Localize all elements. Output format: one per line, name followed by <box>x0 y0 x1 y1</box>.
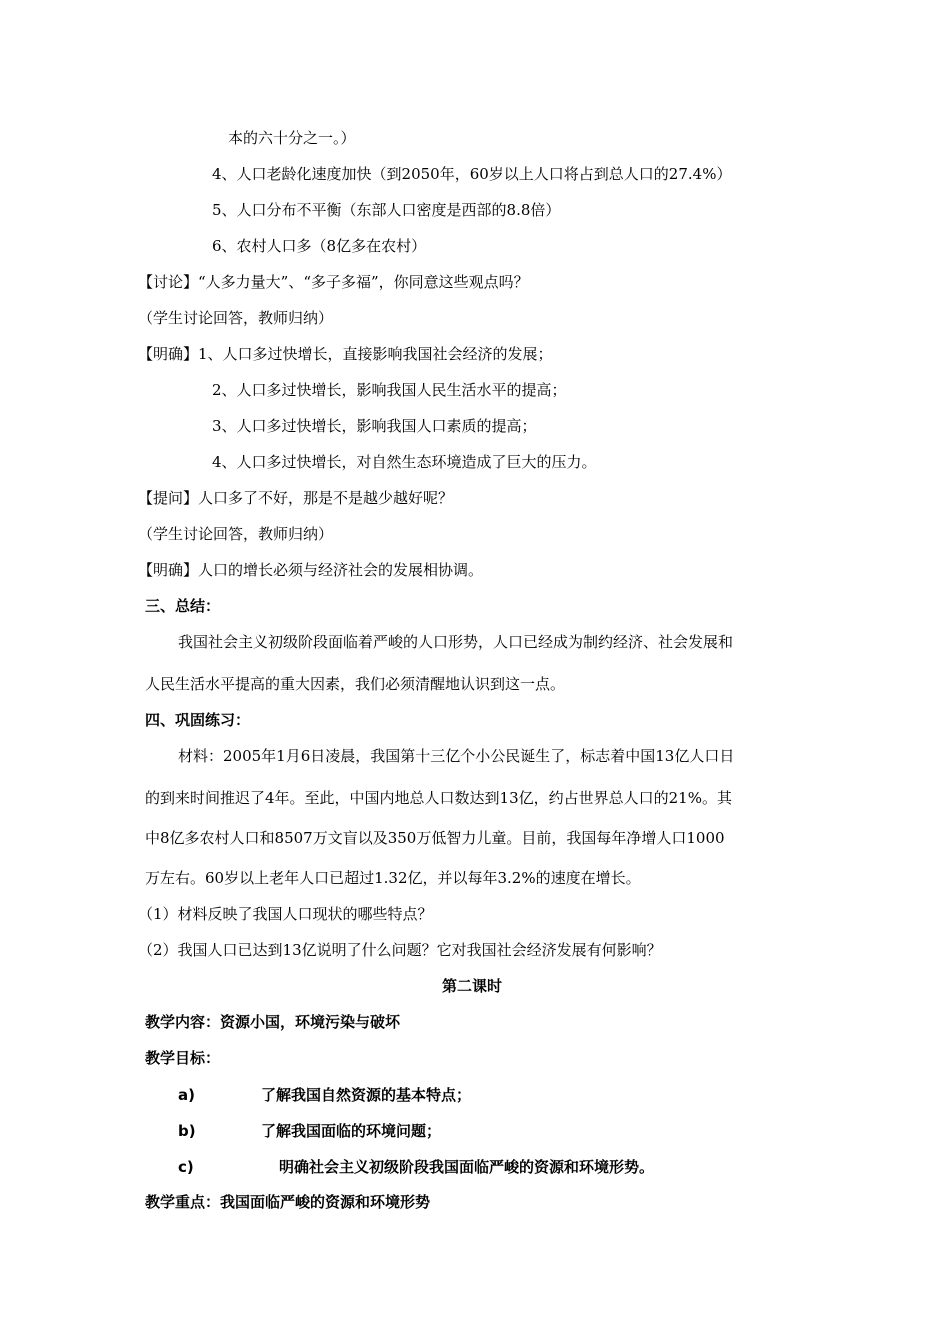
practice-question: （2）我国人口已达到13亿说明了什么问题？它对我国社会经济发展有何影响？ <box>138 941 662 959</box>
goal-marker: b) <box>178 1122 196 1140</box>
goal-marker: c) <box>178 1158 194 1176</box>
practice-line: 万左右。60岁以上老年人口已超过1.32亿，并以每年3.2%的速度在增长。 <box>145 869 641 887</box>
goal-item: 了解我国面临的环境问题； <box>261 1122 442 1140</box>
discussion-question: 【讨论】“人多力量大”、“多子多福”，你同意这些观点吗？ <box>138 273 529 291</box>
goals-heading: 教学目标： <box>145 1049 221 1067</box>
clarify-item: 4、人口多过快增长，对自然生态环境造成了巨大的压力。 <box>212 453 597 471</box>
goal-item: 明确社会主义初级阶段我国面临严峻的资源和环境形势。 <box>279 1158 655 1176</box>
summary-line: 我国社会主义初级阶段面临着严峻的人口形势，人口已经成为制约经济、社会发展和 <box>178 633 734 651</box>
list-item: 5、人口分布不平衡（东部人口密度是西部的8.8倍） <box>212 201 561 219</box>
list-item: 6、农村人口多（8亿多在农村） <box>212 237 427 255</box>
list-item: 4、人口老龄化速度加快（到2050年，60岁以上人口将占到总人口的27.4%） <box>212 165 732 183</box>
question-note: （学生讨论回答，教师归纳） <box>138 525 334 543</box>
practice-line: 的到来时间推迟了4年。至此，中国内地总人口数达到13亿，约占世界总人口的21%。其 <box>145 789 732 807</box>
practice-question: （1）材料反映了我国人口现状的哪些特点？ <box>138 905 433 923</box>
practice-heading: 四、巩固练习： <box>145 711 251 729</box>
question-text: 【提问】人口多了不好，那是不是越少越好呢？ <box>138 489 454 507</box>
practice-line: 材料：2005年1月6日凌晨，我国第十三亿个小公民诞生了，标志着中国13亿人口日 <box>178 747 735 765</box>
text-line: 本的六十分之一。） <box>228 129 356 147</box>
goal-item: 了解我国自然资源的基本特点； <box>261 1086 472 1104</box>
discussion-note: （学生讨论回答，教师归纳） <box>138 309 334 327</box>
goal-marker: a) <box>178 1086 195 1104</box>
clarify-item: 3、人口多过快增长，影响我国人口素质的提高； <box>212 417 537 435</box>
lesson-content: 教学内容：资源小国，环境污染与破坏 <box>145 1013 401 1031</box>
summary-heading: 三、总结： <box>145 597 221 615</box>
question-clarify: 【明确】人口的增长必须与经济社会的发展相协调。 <box>138 561 484 579</box>
clarify-item: 2、人口多过快增长，影响我国人民生活水平的提高； <box>212 381 567 399</box>
lesson-title: 第二课时 <box>442 977 503 995</box>
summary-line: 人民生活水平提高的重大因素，我们必须清醒地认识到这一点。 <box>145 675 566 693</box>
clarify-item: 【明确】1、人口多过快增长，直接影响我国社会经济的发展； <box>138 345 553 363</box>
practice-line: 中8亿多农村人口和8507万文盲以及350万低智力儿童。目前，我国每年净增人口1000 <box>145 829 725 847</box>
key-point: 教学重点：我国面临严峻的资源和环境形势 <box>145 1193 431 1211</box>
